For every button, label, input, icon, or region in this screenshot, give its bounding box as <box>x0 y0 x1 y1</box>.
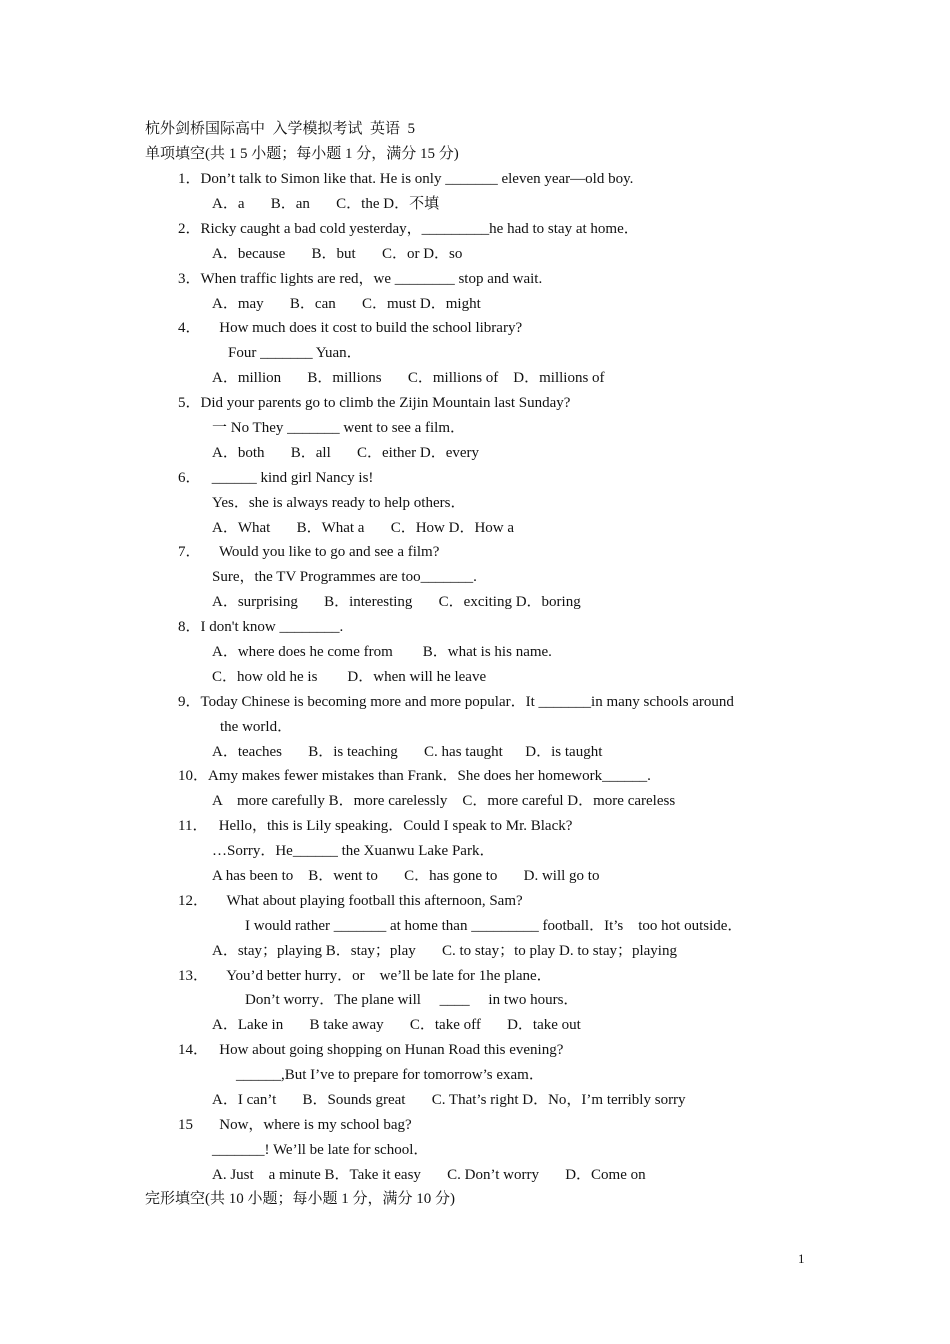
question-13: 13． You’d better hurry．or we’ll be late for 1he plane． <box>178 968 552 984</box>
question-1-options: A．a B．an C．the D．不填 <box>212 196 440 212</box>
question-7-response: Sure，the TV Programmes are too_______. <box>212 569 477 585</box>
question-12-options: A．stay；playing B．stay；play C. to stay；to play D. to stay；playing <box>212 943 677 959</box>
question-2-options: A．because B．but C．or D．so <box>212 246 463 262</box>
question-9-continued: the world． <box>220 719 293 735</box>
question-5: 5．Did your parents go to climb the Zijin Mountain last Sunday? <box>178 395 571 411</box>
question-6-options: A．What B．What a C．How D．How a <box>212 520 515 536</box>
question-9: 9．Today Chinese is becoming more and more popular．It _______in many schools around <box>178 694 734 710</box>
question-14-response: ______,But I’ve to prepare for tomorrow’s exam． <box>236 1067 544 1083</box>
question-11-response: …Sorry．He______ the Xuanwu Lake Park． <box>212 843 495 859</box>
question-6-response: Yes．she is always ready to help others． <box>212 495 466 511</box>
question-13-response: Don’t worry．The plane will ____ in two hours． <box>245 992 579 1008</box>
question-4: 4． How much does it cost to build the school library? <box>178 320 523 336</box>
question-15-response: _______! We’ll be late for school． <box>212 1142 429 1158</box>
question-11-options: A has been to B．went to C．has gone to D. will go to <box>212 868 600 884</box>
question-12-response: I would rather _______ at home than _________ football．It’s too hot outside． <box>245 918 743 934</box>
question-3: 3．When traffic lights are red，we ________ stop and wait. <box>178 271 543 287</box>
question-10: 10．Amy makes fewer mistakes than Frank．She does her homework______. <box>178 768 651 784</box>
question-7-options: A．surprising B．interesting C．exciting D．boring <box>212 594 581 610</box>
question-13-options: A．Lake in B take away C．take off D．take out <box>212 1017 581 1033</box>
question-5-response: 一 No They _______ went to see a film． <box>212 420 466 436</box>
question-3-options: A．may B．can C．must D．might <box>212 296 481 312</box>
question-1: 1．Don’t talk to Simon like that. He is only _______ eleven year—old boy. <box>178 171 634 187</box>
question-8-options-cd: C．how old he is D．when will he leave <box>212 669 487 685</box>
question-9-options: A．teaches B．is teaching C. has taught D．is taught <box>212 744 603 760</box>
question-8: 8．I don't know ________. <box>178 619 344 635</box>
question-10-options: A more carefully B．more carelessly C．more careful D．more careless <box>212 793 676 809</box>
page-number: 1 <box>798 1251 805 1266</box>
section-heading-single-choice: 单项填空(共 1 5 小题；每小题 1 分，满分 15 分) <box>145 146 459 162</box>
page-title: 杭外剑桥国际高中 入学模拟考试 英语 5 <box>145 121 416 137</box>
question-14: 14． How about going shopping on Hunan Road this evening? <box>178 1042 564 1058</box>
question-7: 7． Would you like to go and see a film? <box>178 544 440 560</box>
question-11: 11． Hello，this is Lily speaking．Could I speak to Mr. Black? <box>178 818 573 834</box>
question-4-options: A．million B．millions C．millions of D．millions of <box>212 370 605 386</box>
question-8-options-ab: A．where does he come from B．what is his name. <box>212 644 552 660</box>
question-2: 2．Ricky caught a bad cold yesterday，_________he had to stay at home． <box>178 221 639 237</box>
question-12: 12． What about playing football this afternoon, Sam? <box>178 893 523 909</box>
question-15-options: A. Just a minute B．Take it easy C. Don’t worry D．Come on <box>212 1167 646 1183</box>
question-15: 15 Now，where is my school bag? <box>178 1117 412 1133</box>
question-6: 6． ______ kind girl Nancy is! <box>178 470 374 486</box>
section-heading-cloze: 完形填空(共 10 小题；每小题 1 分，满分 10 分) <box>145 1191 455 1207</box>
question-5-options: A．both B．all C．either D．every <box>212 445 480 461</box>
question-14-options: A．I can’t B．Sounds great C. That’s right D．No，I’m terribly sorry <box>212 1092 686 1108</box>
question-4-response: Four _______ Yuan． <box>228 345 362 361</box>
